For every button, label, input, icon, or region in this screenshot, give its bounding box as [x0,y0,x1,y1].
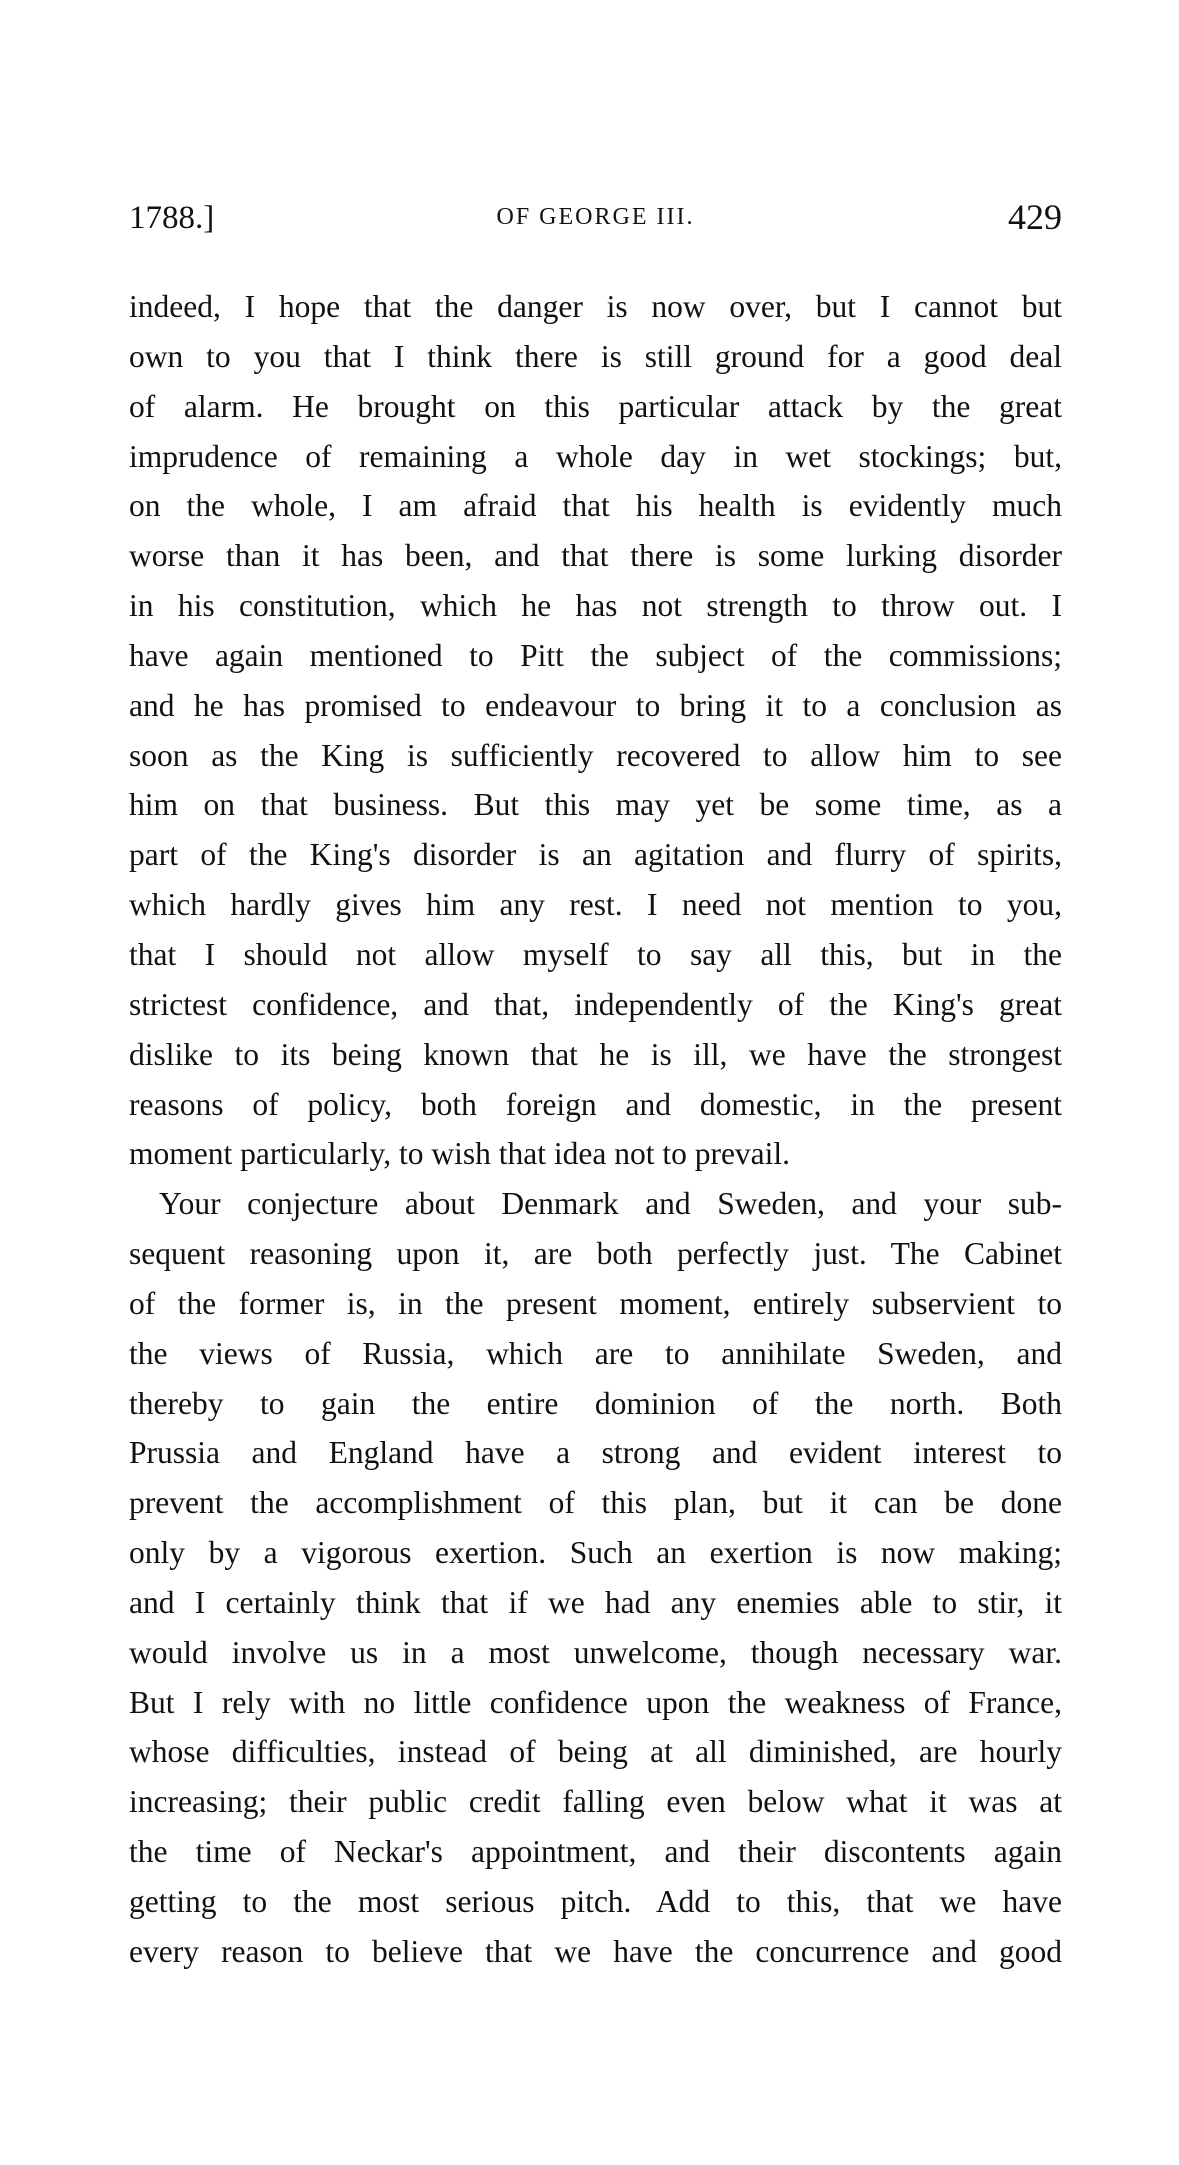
page-number: 429 [1008,197,1062,237]
text-line: of the former is, in the present moment, entirely subservient to [129,1285,1062,1321]
text-line: moment particularly, to wish that idea not to prevail. [129,1136,791,1172]
text-line: getting to the most serious pitch. Add to this, that we have [129,1884,1062,1919]
header-title: OF GEORGE III. [496,204,695,230]
text-line: soon as the King is sufficiently recovered to allow him to see [129,737,1062,773]
text-line: whose difficulties, instead of being at all diminished, are hourly [129,1734,1062,1770]
page-body [129,282,1062,1977]
text-line: sequent reasoning upon it, are both perfectly just. The Cabinet [129,1236,1062,1272]
text-line: reasons of policy, both foreign and domestic, in the present [129,1086,1062,1122]
text-line: dislike to its being known that he is ill, we have the strongest [129,1036,1062,1072]
text-line: would involve us in a most unwelcome, though necessary war. [129,1634,1062,1670]
text-line: on the whole, I am afraid that his health is evidently much [129,488,1062,524]
text-line: prevent the accomplishment of this plan, but it can be done [129,1485,1062,1521]
text-line: increasing; their public credit falling even below what it was at [129,1784,1062,1820]
text-line: strictest confidence, and that, independently of the King's great [129,986,1062,1022]
text-line: the time of Neckar's appointment, and their discontents again [129,1834,1062,1870]
text-line: Prussia and England have a strong and evident interest to [129,1435,1062,1471]
text-line: indeed, I hope that the danger is now over, but I cannot but [129,289,1062,324]
text-line: which hardly gives him any rest. I need not mention to you, [129,887,1062,923]
text-line: and he has promised to endeavour to bring it to a conclusion as [129,687,1062,723]
text-line: that I should not allow myself to say all this, but in the [129,936,1062,972]
text-line: have again mentioned to Pitt the subject of the commissions; [129,637,1062,673]
text-line: own to you that I think there is still ground for a good deal [129,338,1062,374]
text-line: imprudence of remaining a whole day in wet stockings; but, [129,438,1062,474]
text-line: in his constitution, which he has not strength to throw out. I [129,588,1062,624]
text-line: worse than it has been, and that there is some lurking disorder [129,538,1062,574]
text-line: every reason to believe that we have the concurrence and good [129,1933,1062,1969]
text-line: and I certainly think that if we had any enemies able to stir, it [129,1584,1062,1620]
text-line: the views of Russia, which are to annihilate Sweden, and [129,1335,1062,1371]
text-line: But I rely with no little confidence upon the weakness of France, [129,1684,1062,1720]
text-line: him on that business. But this may yet be some time, as a [129,787,1062,823]
text-line: Your conjecture about Denmark and Sweden, and your sub- [159,1186,1062,1222]
text-line: thereby to gain the entire dominion of the north. Both [129,1385,1062,1421]
header-year: 1788.] [129,200,215,236]
text-line: part of the King's disorder is an agitation and flurry of spirits, [129,837,1062,873]
running-header [129,197,1062,250]
text-line: of alarm. He brought on this particular attack by the great [129,388,1062,424]
text-line: only by a vigorous exertion. Such an exertion is now making; [129,1535,1062,1571]
